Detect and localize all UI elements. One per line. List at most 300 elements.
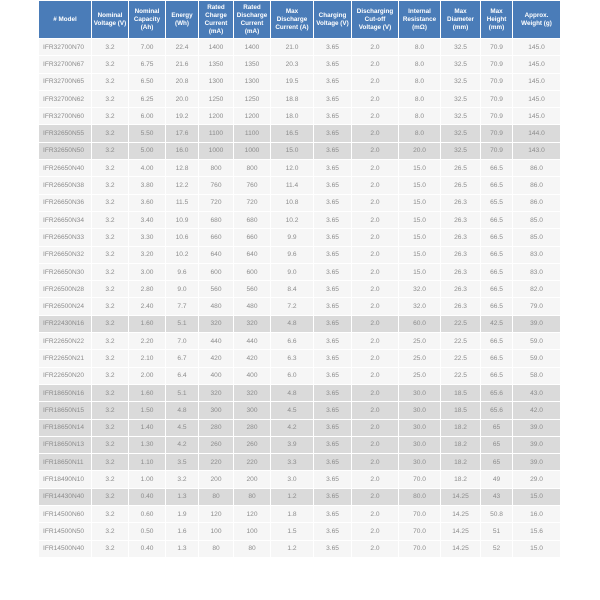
value-cell: 3.65 (314, 384, 352, 401)
value-cell: 4.8 (271, 315, 314, 332)
value-cell: 2.0 (352, 333, 399, 350)
value-cell: 2.0 (352, 402, 399, 419)
value-cell: 39.0 (513, 436, 561, 453)
value-cell: 1000 (199, 142, 234, 159)
value-cell: 320 (199, 384, 234, 401)
value-cell: 26.3 (441, 281, 481, 298)
model-cell: IFR18490N10 (39, 471, 92, 488)
value-cell: 2.0 (352, 39, 399, 56)
value-cell: 85.0 (513, 229, 561, 246)
value-cell: 3.65 (314, 229, 352, 246)
value-cell: 3.65 (314, 540, 352, 557)
value-cell: 32.5 (441, 90, 481, 107)
table-row (39, 540, 561, 557)
value-cell: 2.0 (352, 298, 399, 315)
value-cell: 15.0 (399, 263, 441, 280)
value-cell: 220 (199, 454, 234, 471)
value-cell: 3.65 (314, 506, 352, 523)
value-cell: 11.4 (271, 177, 314, 194)
value-cell: 14.25 (441, 540, 481, 557)
column-header: # Model (39, 1, 92, 39)
value-cell: 2.0 (352, 384, 399, 401)
value-cell: 3.65 (314, 281, 352, 298)
value-cell: 59.0 (513, 333, 561, 350)
value-cell: 3.65 (314, 211, 352, 228)
value-cell: 145.0 (513, 108, 561, 125)
value-cell: 200 (234, 471, 271, 488)
value-cell: 50.8 (481, 506, 513, 523)
value-cell: 0.40 (129, 540, 166, 557)
value-cell: 60.0 (399, 315, 441, 332)
model-cell: IFR26650N36 (39, 194, 92, 211)
value-cell: 1300 (199, 73, 234, 90)
model-cell: IFR18650N16 (39, 384, 92, 401)
value-cell: 660 (234, 229, 271, 246)
value-cell: 3.80 (129, 177, 166, 194)
column-header: Charging Voltage (V) (314, 1, 352, 39)
value-cell: 3.2 (92, 39, 129, 56)
value-cell: 43.0 (513, 384, 561, 401)
value-cell: 86.0 (513, 160, 561, 177)
value-cell: 660 (199, 229, 234, 246)
table-row (39, 506, 561, 523)
value-cell: 1.2 (271, 540, 314, 557)
value-cell: 18.5 (441, 384, 481, 401)
value-cell: 10.9 (166, 211, 199, 228)
value-cell: 51 (481, 523, 513, 540)
value-cell: 18.0 (271, 108, 314, 125)
value-cell: 15.0 (399, 229, 441, 246)
value-cell: 2.0 (352, 125, 399, 142)
value-cell: 15.6 (513, 523, 561, 540)
value-cell: 1.2 (271, 488, 314, 505)
value-cell: 3.2 (92, 263, 129, 280)
value-cell: 83.0 (513, 263, 561, 280)
value-cell: 1.30 (129, 436, 166, 453)
value-cell: 420 (199, 350, 234, 367)
value-cell: 15.0 (271, 142, 314, 159)
value-cell: 3.65 (314, 436, 352, 453)
value-cell: 3.2 (92, 350, 129, 367)
model-cell: IFR26650N33 (39, 229, 92, 246)
value-cell: 3.65 (314, 108, 352, 125)
value-cell: 80 (234, 488, 271, 505)
value-cell: 43 (481, 488, 513, 505)
value-cell: 145.0 (513, 39, 561, 56)
value-cell: 32.0 (399, 281, 441, 298)
value-cell: 1.00 (129, 471, 166, 488)
table-row (39, 160, 561, 177)
value-cell: 6.0 (271, 367, 314, 384)
value-cell: 1100 (199, 125, 234, 142)
model-cell: IFR14430N40 (39, 488, 92, 505)
value-cell: 3.65 (314, 315, 352, 332)
value-cell: 3.2 (92, 177, 129, 194)
value-cell: 8.0 (399, 56, 441, 73)
value-cell: 260 (234, 436, 271, 453)
model-cell: IFR32650N55 (39, 125, 92, 142)
value-cell: 2.00 (129, 367, 166, 384)
value-cell: 18.2 (441, 471, 481, 488)
table-row (39, 488, 561, 505)
column-header: Max Height (mm) (481, 1, 513, 39)
table-row (39, 298, 561, 315)
value-cell: 30.0 (399, 384, 441, 401)
value-cell: 18.8 (271, 90, 314, 107)
value-cell: 1.60 (129, 384, 166, 401)
value-cell: 720 (199, 194, 234, 211)
value-cell: 65 (481, 436, 513, 453)
model-cell: IFR22650N22 (39, 333, 92, 350)
value-cell: 15.0 (399, 160, 441, 177)
column-header: Internal Resistance (mΩ) (399, 1, 441, 39)
value-cell: 80 (199, 488, 234, 505)
value-cell: 3.2 (92, 160, 129, 177)
table-row (39, 367, 561, 384)
model-cell: IFR14500N40 (39, 540, 92, 557)
table-row (39, 436, 561, 453)
value-cell: 3.65 (314, 246, 352, 263)
value-cell: 3.65 (314, 56, 352, 73)
value-cell: 3.65 (314, 263, 352, 280)
value-cell: 3.2 (92, 229, 129, 246)
model-cell: IFR32650N50 (39, 142, 92, 159)
value-cell: 18.2 (441, 436, 481, 453)
model-cell: IFR32700N60 (39, 108, 92, 125)
value-cell: 59.0 (513, 350, 561, 367)
value-cell: 3.65 (314, 73, 352, 90)
value-cell: 3.65 (314, 471, 352, 488)
value-cell: 3.2 (92, 56, 129, 73)
value-cell: 15.0 (399, 194, 441, 211)
value-cell: 70.9 (481, 142, 513, 159)
value-cell: 3.2 (92, 315, 129, 332)
value-cell: 4.2 (271, 419, 314, 436)
value-cell: 3.2 (92, 454, 129, 471)
value-cell: 640 (234, 246, 271, 263)
value-cell: 3.3 (271, 454, 314, 471)
value-cell: 7.2 (271, 298, 314, 315)
value-cell: 65.6 (481, 384, 513, 401)
value-cell: 1250 (199, 90, 234, 107)
value-cell: 11.5 (166, 194, 199, 211)
value-cell: 66.5 (481, 298, 513, 315)
value-cell: 70.0 (399, 540, 441, 557)
value-cell: 3.65 (314, 523, 352, 540)
value-cell: 1.9 (166, 506, 199, 523)
value-cell: 19.2 (166, 108, 199, 125)
value-cell: 30.0 (399, 402, 441, 419)
value-cell: 1300 (234, 73, 271, 90)
value-cell: 25.0 (399, 333, 441, 350)
value-cell: 66.5 (481, 333, 513, 350)
value-cell: 2.0 (352, 350, 399, 367)
value-cell: 400 (199, 367, 234, 384)
value-cell: 22.5 (441, 333, 481, 350)
value-cell: 80 (234, 540, 271, 557)
value-cell: 3.2 (92, 506, 129, 523)
value-cell: 3.2 (92, 436, 129, 453)
value-cell: 26.3 (441, 246, 481, 263)
model-cell: IFR18650N15 (39, 402, 92, 419)
value-cell: 600 (199, 263, 234, 280)
value-cell: 3.2 (92, 211, 129, 228)
table-row (39, 56, 561, 73)
value-cell: 2.0 (352, 160, 399, 177)
value-cell: 3.2 (92, 367, 129, 384)
value-cell: 2.0 (352, 523, 399, 540)
value-cell: 25.0 (399, 367, 441, 384)
value-cell: 3.2 (92, 73, 129, 90)
value-cell: 39.0 (513, 419, 561, 436)
model-cell: IFR18650N11 (39, 454, 92, 471)
column-header: Discharging Cut-off Voltage (V) (352, 1, 399, 39)
value-cell: 680 (234, 211, 271, 228)
value-cell: 145.0 (513, 56, 561, 73)
value-cell: 2.0 (352, 315, 399, 332)
value-cell: 18.5 (441, 402, 481, 419)
battery-spec-table (38, 0, 561, 558)
value-cell: 300 (234, 402, 271, 419)
value-cell: 32.5 (441, 108, 481, 125)
value-cell: 1.3 (166, 540, 199, 557)
value-cell: 3.65 (314, 350, 352, 367)
table-row (39, 402, 561, 419)
value-cell: 70.9 (481, 125, 513, 142)
column-header: Max Discharge Current (A) (271, 1, 314, 39)
value-cell: 144.0 (513, 125, 561, 142)
value-cell: 3.2 (92, 419, 129, 436)
value-cell: 1100 (234, 125, 271, 142)
value-cell: 10.6 (166, 229, 199, 246)
value-cell: 10.8 (271, 194, 314, 211)
value-cell: 26.3 (441, 263, 481, 280)
value-cell: 2.10 (129, 350, 166, 367)
value-cell: 32.5 (441, 39, 481, 56)
value-cell: 3.65 (314, 298, 352, 315)
value-cell: 65.5 (481, 194, 513, 211)
value-cell: 32.5 (441, 142, 481, 159)
value-cell: 66.5 (481, 211, 513, 228)
value-cell: 145.0 (513, 73, 561, 90)
value-cell: 20.0 (399, 142, 441, 159)
value-cell: 1200 (199, 108, 234, 125)
value-cell: 0.50 (129, 523, 166, 540)
value-cell: 80.0 (399, 488, 441, 505)
value-cell: 3.2 (92, 540, 129, 557)
value-cell: 1.40 (129, 419, 166, 436)
value-cell: 3.2 (92, 246, 129, 263)
value-cell: 12.2 (166, 177, 199, 194)
value-cell: 3.2 (92, 90, 129, 107)
table-row (39, 315, 561, 332)
table-row (39, 333, 561, 350)
table-row (39, 229, 561, 246)
value-cell: 640 (199, 246, 234, 263)
table-row (39, 39, 561, 56)
column-header: Rated Discharge Current (mA) (234, 1, 271, 39)
value-cell: 480 (234, 298, 271, 315)
model-cell: IFR14500N50 (39, 523, 92, 540)
value-cell: 760 (199, 177, 234, 194)
value-cell: 145.0 (513, 90, 561, 107)
model-cell: IFR26650N32 (39, 246, 92, 263)
value-cell: 1350 (234, 56, 271, 73)
value-cell: 15.0 (513, 488, 561, 505)
value-cell: 5.1 (166, 315, 199, 332)
value-cell: 15.0 (399, 211, 441, 228)
value-cell: 4.00 (129, 160, 166, 177)
value-cell: 6.3 (271, 350, 314, 367)
model-cell: IFR32700N70 (39, 39, 92, 56)
value-cell: 720 (234, 194, 271, 211)
value-cell: 66.5 (481, 177, 513, 194)
value-cell: 3.2 (92, 384, 129, 401)
value-cell: 3.2 (92, 108, 129, 125)
value-cell: 26.3 (441, 211, 481, 228)
value-cell: 3.5 (166, 454, 199, 471)
value-cell: 2.0 (352, 281, 399, 298)
value-cell: 18.2 (441, 419, 481, 436)
table-row (39, 350, 561, 367)
value-cell: 2.0 (352, 263, 399, 280)
value-cell: 2.0 (352, 488, 399, 505)
value-cell: 1.60 (129, 315, 166, 332)
column-header: Rated Charge Current (mA) (199, 1, 234, 39)
value-cell: 6.75 (129, 56, 166, 73)
value-cell: 30.0 (399, 419, 441, 436)
value-cell: 1.50 (129, 402, 166, 419)
value-cell: 320 (199, 315, 234, 332)
value-cell: 3.2 (92, 142, 129, 159)
value-cell: 320 (234, 384, 271, 401)
value-cell: 32.5 (441, 73, 481, 90)
model-cell: IFR26650N34 (39, 211, 92, 228)
model-cell: IFR18650N14 (39, 419, 92, 436)
value-cell: 9.0 (271, 263, 314, 280)
value-cell: 1250 (234, 90, 271, 107)
value-cell: 3.65 (314, 333, 352, 350)
column-header: Nominal Capacity (Ah) (129, 1, 166, 39)
value-cell: 29.0 (513, 471, 561, 488)
value-cell: 2.0 (352, 419, 399, 436)
column-header: Energy (Wh) (166, 1, 199, 39)
value-cell: 2.0 (352, 90, 399, 107)
value-cell: 3.65 (314, 194, 352, 211)
value-cell: 66.5 (481, 229, 513, 246)
table-row (39, 281, 561, 298)
value-cell: 3.2 (92, 488, 129, 505)
table-row (39, 108, 561, 125)
value-cell: 6.7 (166, 350, 199, 367)
column-header: Nominal Voltage (V) (92, 1, 129, 39)
value-cell: 4.8 (166, 402, 199, 419)
value-cell: 4.5 (271, 402, 314, 419)
value-cell: 200 (199, 471, 234, 488)
value-cell: 18.2 (441, 454, 481, 471)
value-cell: 14.25 (441, 488, 481, 505)
value-cell: 9.0 (166, 281, 199, 298)
value-cell: 440 (234, 333, 271, 350)
value-cell: 83.0 (513, 246, 561, 263)
table-row (39, 523, 561, 540)
value-cell: 680 (199, 211, 234, 228)
value-cell: 2.0 (352, 211, 399, 228)
value-cell: 9.6 (271, 246, 314, 263)
value-cell: 0.60 (129, 506, 166, 523)
table-row (39, 90, 561, 107)
value-cell: 260 (199, 436, 234, 453)
value-cell: 8.0 (399, 90, 441, 107)
model-cell: IFR26650N40 (39, 160, 92, 177)
value-cell: 1350 (199, 56, 234, 73)
value-cell: 1200 (234, 108, 271, 125)
table-row (39, 211, 561, 228)
model-cell: IFR22430N16 (39, 315, 92, 332)
value-cell: 800 (199, 160, 234, 177)
value-cell: 26.3 (441, 298, 481, 315)
model-cell: IFR32700N65 (39, 73, 92, 90)
value-cell: 8.0 (399, 39, 441, 56)
value-cell: 79.0 (513, 298, 561, 315)
value-cell: 0.40 (129, 488, 166, 505)
value-cell: 2.0 (352, 177, 399, 194)
model-cell: IFR26650N38 (39, 177, 92, 194)
value-cell: 280 (234, 419, 271, 436)
value-cell: 6.50 (129, 73, 166, 90)
value-cell: 320 (234, 315, 271, 332)
value-cell: 6.6 (271, 333, 314, 350)
value-cell: 70.0 (399, 471, 441, 488)
value-cell: 58.0 (513, 367, 561, 384)
value-cell: 15.0 (513, 540, 561, 557)
value-cell: 2.0 (352, 471, 399, 488)
value-cell: 3.20 (129, 246, 166, 263)
value-cell: 1.3 (166, 488, 199, 505)
model-cell: IFR14500N60 (39, 506, 92, 523)
table-row (39, 142, 561, 159)
value-cell: 6.25 (129, 90, 166, 107)
value-cell: 4.5 (166, 419, 199, 436)
value-cell: 420 (234, 350, 271, 367)
value-cell: 26.3 (441, 229, 481, 246)
value-cell: 3.2 (166, 471, 199, 488)
value-cell: 3.2 (92, 298, 129, 315)
value-cell: 32.5 (441, 125, 481, 142)
value-cell: 2.0 (352, 194, 399, 211)
value-cell: 1000 (234, 142, 271, 159)
model-cell: IFR32700N62 (39, 90, 92, 107)
value-cell: 70.9 (481, 108, 513, 125)
value-cell: 86.0 (513, 177, 561, 194)
value-cell: 3.60 (129, 194, 166, 211)
value-cell: 15.0 (399, 177, 441, 194)
value-cell: 8.4 (271, 281, 314, 298)
value-cell: 120 (199, 506, 234, 523)
value-cell: 3.9 (271, 436, 314, 453)
value-cell: 3.2 (92, 125, 129, 142)
value-cell: 25.0 (399, 350, 441, 367)
value-cell: 21.0 (271, 39, 314, 56)
value-cell: 3.65 (314, 177, 352, 194)
value-cell: 82.0 (513, 281, 561, 298)
value-cell: 2.40 (129, 298, 166, 315)
header-row (39, 1, 561, 39)
value-cell: 12.0 (271, 160, 314, 177)
value-cell: 2.0 (352, 229, 399, 246)
value-cell: 39.0 (513, 315, 561, 332)
value-cell: 32.5 (441, 56, 481, 73)
